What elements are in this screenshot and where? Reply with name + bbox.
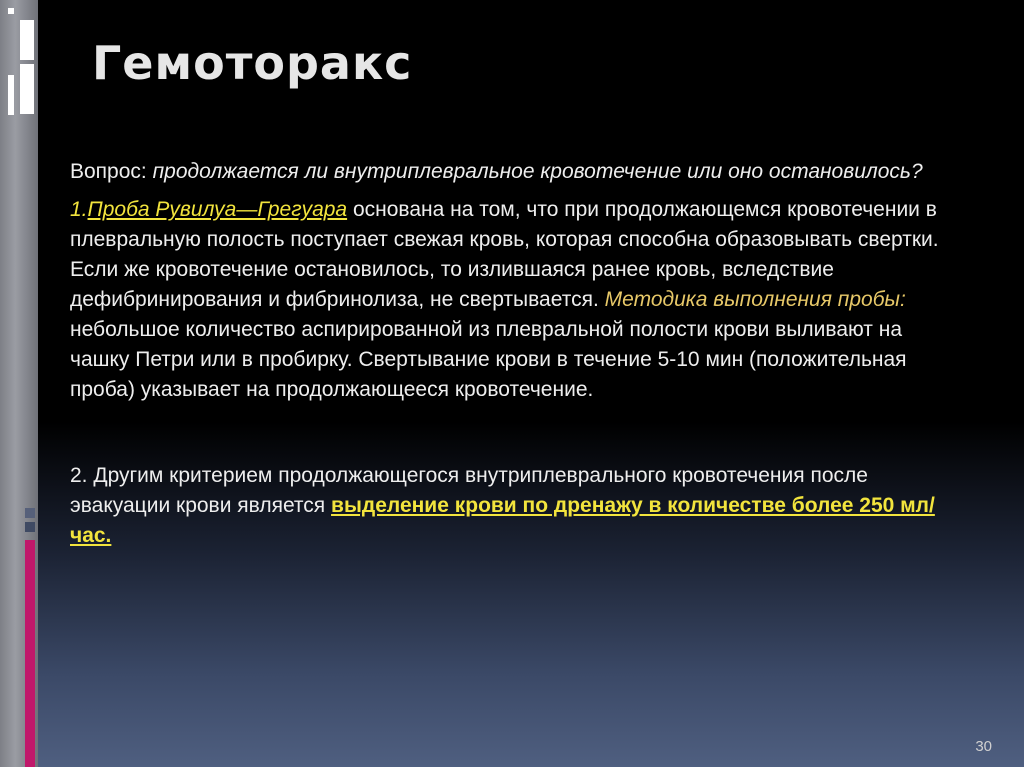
question-paragraph: [70, 157, 950, 187]
method-paragraph: [70, 195, 950, 405]
decor-square: [20, 20, 34, 60]
accent-bar: [25, 540, 35, 767]
slide-title: Гемоторакс: [92, 36, 413, 90]
criterion-paragraph: [70, 461, 950, 551]
decor-square: [25, 522, 35, 532]
page-number: 30: [975, 738, 992, 755]
question-text: продолжается ли внутриплевральное кровотечение или оно остановилось?: [152, 160, 923, 183]
item-number: 1.: [70, 198, 88, 221]
method-label: Методика выполнения пробы:: [604, 288, 906, 311]
decor-square: [20, 64, 34, 114]
test-name-link[interactable]: Проба Рувилуа—Грегуара: [87, 198, 348, 221]
test-description: основана на том, что при продолжающемся кровотечении в плевральную полость поступает свежая кровь, которая способна образовывать свертки. Если же кровотечение остановилось, то излившаяся ранее кровь, вследствие дефибринирования и фибринолиза, не свертывается.: [70, 198, 939, 311]
question-label: Вопрос:: [70, 160, 147, 183]
criterion-text: 2. Другим критерием продолжающегося внутриплеврального кровотечения после эвакуации крови является: [70, 464, 868, 517]
method-description: небольшое количество аспирированной из плевральной полости крови выливают на чашку Петри или в пробирку. Свертывание крови в течение 5-10 мин (положительная проба) указывает на продолжающееся кровотечение.: [70, 318, 907, 401]
criterion-highlight: выделение крови по дренажу в количестве более 250 мл/час.: [70, 494, 935, 547]
decor-square: [8, 75, 14, 115]
decor-square: [25, 508, 35, 518]
decor-square: [8, 8, 14, 14]
slide-content: [70, 157, 950, 551]
